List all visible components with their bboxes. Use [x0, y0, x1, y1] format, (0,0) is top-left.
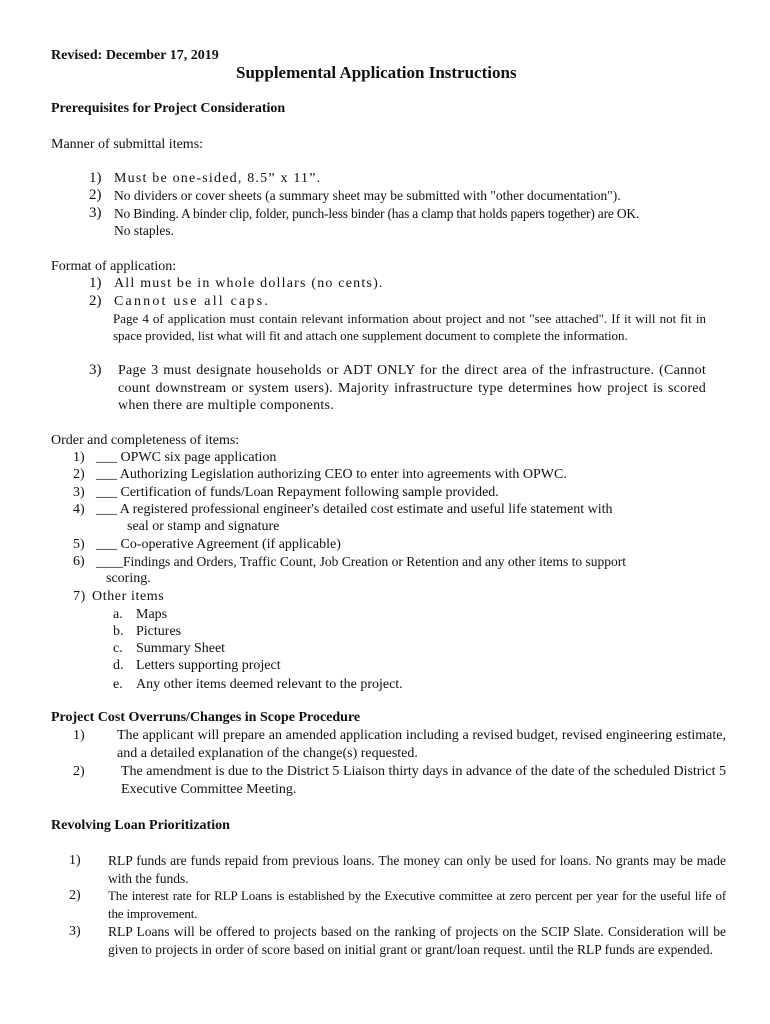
- order-item-text: ___ A registered professional engineer's detailed cost estimate and useful life statement with: [96, 502, 613, 517]
- order-item-text: Other items: [92, 589, 165, 604]
- overruns-item-text: The applicant will prepare an amended application including a revised budget, revised engineering estimate, and a detailed explanation of the change(s) requested.: [117, 728, 726, 761]
- format-item-number: 2): [89, 293, 102, 309]
- other-item-text: Maps: [136, 607, 168, 622]
- rlp-item-text: RLP Loans will be offered to projects based on the ranking of projects on the SCIP Slate. Consideration will be given to projects in order of score based on initial grant or grant/loan request. until the RLP funds are expended.: [108, 924, 726, 957]
- format-item-paragraph: Page 4 of application must contain relevant information about project and not "see attached". If it will not fit in space provided, list what will fit and attach one supplement document to complete the information.: [113, 311, 706, 344]
- manner-item-continuation: No staples.: [114, 223, 174, 238]
- order-item-text: ___ Authorizing Legislation authorizing CEO to enter into agreements with OPWC.: [96, 467, 567, 482]
- other-item-text: Summary Sheet: [136, 641, 226, 656]
- other-item-letter: b.: [113, 624, 124, 639]
- other-item-letter: c.: [113, 641, 123, 656]
- other-item-letter: a.: [113, 607, 123, 622]
- manner-item-number: 2): [89, 187, 102, 203]
- format-item-text: Page 3 must designate households or ADT ONLY for the direct area of the infrastructure. (Cannot count downstream or system users). Majority infrastructure type determines how project is scored when there are multiple components.: [118, 363, 706, 413]
- format-item-number: 3): [89, 362, 102, 378]
- manner-item-number: 3): [89, 205, 102, 221]
- order-item-number: 2): [73, 467, 85, 482]
- manner-item-text: Must be one-sided, 8.5” x 11”.: [114, 171, 322, 186]
- order-item-continuation: scoring.: [106, 571, 151, 586]
- overruns-item-number: 1): [73, 728, 85, 743]
- format-label: Format of application:: [51, 259, 177, 274]
- other-item-letter: e.: [113, 677, 123, 692]
- rlp-heading: Revolving Loan Prioritization: [51, 818, 230, 833]
- order-item-number: 7): [73, 589, 86, 604]
- order-item-text: ___ OPWC six page application: [96, 450, 277, 465]
- manner-item-text: No dividers or cover sheets (a summary sheet may be submitted with "other documentation").: [114, 188, 621, 203]
- order-item-number: 3): [73, 485, 85, 500]
- order-item-continuation: seal or stamp and signature: [127, 519, 280, 534]
- page-title: Supplemental Application Instructions: [236, 63, 517, 82]
- other-item-text: Any other items deemed relevant to the project.: [136, 677, 403, 692]
- other-item-text: Letters supporting project: [136, 658, 281, 673]
- rlp-item-text: The interest rate for RLP Loans is established by the Executive committee at zero percent per year for the useful life of the improvement.: [108, 888, 726, 921]
- prerequisites-heading: Prerequisites for Project Consideration: [51, 101, 286, 116]
- overruns-item-number: 2): [73, 764, 85, 779]
- revised-date: Revised: December 17, 2019: [51, 48, 219, 63]
- other-item-letter: d.: [113, 658, 124, 673]
- rlp-item-number: 3): [69, 924, 81, 939]
- manner-item-number: 1): [89, 170, 102, 186]
- order-item-text: ____Findings and Orders, Traffic Count, Job Creation or Retention and any other items to support: [96, 554, 626, 569]
- overruns-heading: Project Cost Overruns/Changes in Scope Procedure: [51, 710, 361, 725]
- order-item-number: 1): [73, 450, 85, 465]
- overruns-item-text: The amendment is due to the District 5 Liaison thirty days in advance of the date of the scheduled District 5 Executive Committee Meeting.: [121, 764, 726, 797]
- order-item-number: 5): [73, 537, 85, 552]
- order-item-number: 4): [73, 502, 85, 517]
- format-item-number: 1): [89, 275, 102, 291]
- rlp-item-number: 2): [69, 888, 81, 903]
- order-item-text: ___ Co-operative Agreement (if applicable): [96, 537, 341, 552]
- order-label: Order and completeness of items:: [51, 433, 240, 448]
- other-item-text: Pictures: [136, 624, 182, 639]
- rlp-item-number: 1): [69, 853, 81, 868]
- rlp-item-text: RLP funds are funds repaid from previous loans. The money can only be used for loans. No grants may be made with the funds.: [108, 853, 726, 886]
- format-item-text: All must be in whole dollars (no cents).: [114, 276, 384, 291]
- manner-label: Manner of submittal items:: [51, 137, 204, 152]
- manner-item-text: No Binding. A binder clip, folder, punch-less binder (has a clamp that holds papers together) are OK.: [114, 206, 640, 221]
- order-item-text: ___ Certification of funds/Loan Repayment following sample provided.: [96, 485, 499, 500]
- format-item-text: Cannot use all caps.: [114, 294, 270, 309]
- order-item-number: 6): [73, 554, 85, 569]
